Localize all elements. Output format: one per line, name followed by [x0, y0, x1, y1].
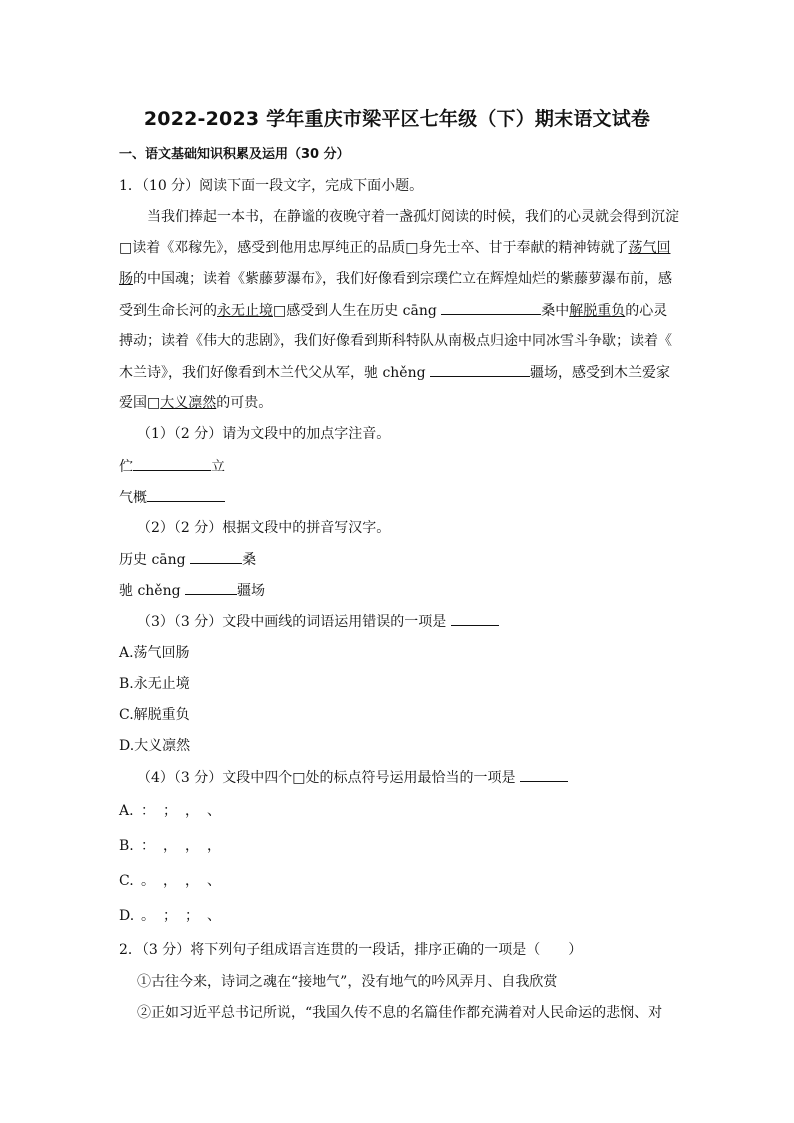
passage-text: 桑中 [541, 303, 570, 319]
sub-question-3-stem [137, 611, 499, 632]
passage-line-5: 搏动；读着《伟大的悲剧》，我们好像看到斯科特队从南极点归途中同冰雪斗争歇；读着《 [119, 333, 672, 349]
passage-text: 疆场，感受到木兰爱家 [530, 365, 671, 381]
passage-line-3 [119, 269, 672, 289]
sub-question-2-item-a [119, 549, 256, 570]
punctuation-mark: 、 [207, 803, 221, 819]
punctuation-mark: ； [163, 908, 177, 924]
item-text: 历史 cāng [119, 552, 186, 568]
option-d[interactable] [119, 906, 229, 926]
passage-text: □读着《邓稼先》，感受到他用忠厚纯正的品质□身先士卒、甘于奉献的精神铸就了 [119, 240, 629, 256]
item-text: 驰 chěng [119, 583, 181, 599]
passage-text: 木兰诗》，我们好像看到木兰代父从军，驰 chěng [119, 365, 426, 381]
answer-blank[interactable] [133, 456, 211, 471]
passage-text: 的可贵。 [216, 395, 273, 411]
punctuation-mark: ： [141, 838, 155, 854]
sub-question-4-stem [137, 767, 568, 788]
punctuation-mark: ； [185, 908, 199, 924]
item-text: 立 [211, 459, 225, 475]
punctuation-mark: ， [185, 838, 199, 854]
item-text: 气概 [119, 490, 147, 506]
sub-question-1-stem: （1）（2 分）请为文段中的加点字注音。 [137, 426, 391, 442]
stem-text: （4）（3 分）文段中四个□处的标点符号运用最恰当的一项是 [137, 770, 516, 786]
passage-line-1: 当我们捧起一本书，在静谧的夜晚守着一盏孤灯阅读的时候，我们的心灵就会得到沉淀 [147, 209, 679, 225]
answer-blank[interactable] [430, 362, 530, 377]
sentence-2: ②正如习近平总书记所说，“我国久传不息的名篇佳作都充满着对人民命运的悲悯、对 [137, 1005, 663, 1021]
option-d[interactable]: D.大义凛然 [119, 738, 191, 754]
punctuation-mark: ， [163, 873, 177, 889]
item-text: 桑 [242, 552, 257, 568]
option-label: B. [119, 838, 134, 854]
sentence-1: ①古往今来，诗词之魂在“接地气”，没有地气的吟风弄月、自我欣赏 [137, 974, 558, 990]
passage-text: 爱国□ [119, 395, 161, 411]
punctuation-mark: ， [207, 838, 221, 854]
passage-line-4 [119, 300, 667, 321]
passage-text: 的心灵 [625, 303, 668, 319]
passage-text: 受到生命长河的 [119, 303, 217, 319]
item-text: 疆场 [237, 583, 266, 599]
underlined-word: 荡气回 [628, 240, 671, 256]
punctuation-mark: 、 [207, 873, 221, 889]
punctuation-mark: 、 [207, 908, 221, 924]
question-1-stem: 1．（10 分）阅读下面一段文字，完成下面小题。 [119, 178, 424, 194]
passage-line-2 [119, 238, 670, 258]
passage-line-7 [119, 393, 272, 413]
answer-blank[interactable] [451, 611, 499, 626]
underlined-word: 大义凛然 [160, 395, 217, 411]
sub-question-2-item-b [119, 580, 265, 601]
punctuation-mark: ， [185, 873, 199, 889]
punctuation-mark: ： [141, 803, 155, 819]
answer-blank[interactable] [147, 487, 225, 502]
punctuation-mark: ， [163, 838, 177, 854]
option-a[interactable] [119, 801, 229, 821]
answer-blank[interactable] [190, 549, 242, 564]
punctuation-mark: ； [163, 803, 177, 819]
section-heading: 一、语文基础知识积累及运用（30 分） [119, 147, 350, 162]
option-label: C. [119, 873, 134, 889]
question-2-stem: 2．（3 分）将下列句子组成语言连贯的一段话，排序正确的一项是（ ） [119, 942, 583, 958]
option-b[interactable] [119, 836, 229, 856]
sub-question-1-item-a [119, 456, 225, 477]
punctuation-mark: 。 [141, 908, 155, 924]
answer-blank[interactable] [441, 300, 541, 315]
punctuation-mark: ， [185, 803, 199, 819]
option-label: D. [119, 908, 135, 924]
sub-question-1-item-b [119, 487, 225, 508]
passage-text: □感受到人生在历史 cāng [273, 303, 437, 319]
option-c[interactable] [119, 871, 229, 891]
option-b[interactable]: B.永无止境 [119, 676, 190, 692]
underlined-word: 肠 [119, 271, 133, 287]
answer-blank[interactable] [185, 580, 237, 595]
stem-text: （3）（3 分）文段中画线的词语运用错误的一项是 [137, 614, 447, 630]
page-title: 2022-2023 学年重庆市梁平区七年级（下）期末语文试卷 [143, 108, 651, 130]
underlined-word: 解脱重负 [569, 303, 626, 319]
underlined-word: 永无止境 [217, 303, 273, 319]
item-text: 伫 [119, 459, 133, 475]
option-label: A. [119, 803, 134, 819]
option-c[interactable]: C.解脱重负 [119, 707, 190, 723]
option-a[interactable]: A.荡气回肠 [119, 645, 190, 661]
passage-text: 的中国魂；读着《紫藤萝瀑布》，我们好像看到宗璞伫立在辉煌灿烂的紫藤萝瀑布前，感 [133, 271, 672, 287]
passage-line-6 [119, 362, 670, 383]
sub-question-2-stem: （2）（2 分）根据文段中的拼音写汉字。 [137, 520, 391, 536]
answer-blank[interactable] [520, 767, 568, 782]
punctuation-mark: 。 [141, 873, 155, 889]
